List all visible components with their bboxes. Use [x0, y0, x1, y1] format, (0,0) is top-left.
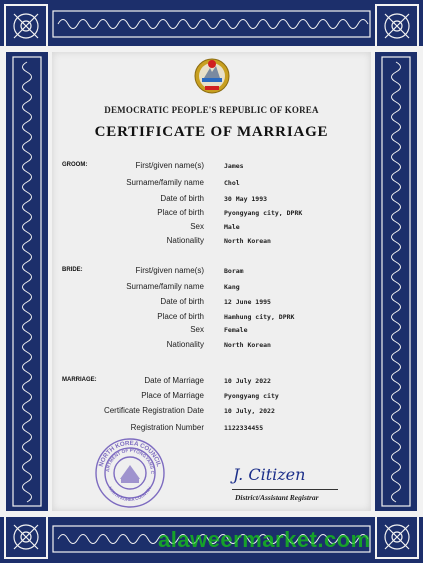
right-border-pattern — [381, 56, 411, 507]
groom-first-name-value: James — [224, 162, 244, 170]
groom-surname-label: Surname/family name — [126, 178, 204, 187]
bride-dob-label: Date of birth — [160, 297, 204, 306]
marriage-place-label: Place of Marriage — [141, 391, 204, 400]
watermark-text: alaweermarket.com — [158, 527, 371, 552]
marriage-date-label: Date of Marriage — [144, 376, 204, 385]
groom-sex-label: Sex — [190, 222, 204, 231]
registrar-signature: J. Citizen — [233, 465, 306, 484]
country-name: DEMOCRATIC PEOPLE'S REPUBLIC OF KOREA — [104, 105, 319, 115]
bride-nationality-value: North Korean — [224, 341, 271, 349]
groom-pob-value: Pyongyang city, DPRK — [224, 209, 303, 217]
corner-ornament — [375, 515, 419, 559]
bride-sex-value: Female — [224, 326, 248, 334]
certificate-title: CERTIFICATE OF MARRIAGE — [94, 124, 329, 140]
bride-pob-label: Place of birth — [157, 312, 204, 321]
groom-dob-value: 30 May 1993 — [224, 195, 268, 203]
registration-number-label: Registration Number — [130, 423, 204, 432]
marriage-section-label: MARRIAGE: — [62, 377, 97, 383]
groom-surname-value: Chol — [224, 179, 240, 187]
groom-pob-label: Place of birth — [157, 208, 204, 217]
bride-section-label: BRIDE: — [62, 267, 83, 273]
groom-nationality-label: Nationality — [166, 236, 204, 245]
bride-sex-label: Sex — [190, 325, 204, 334]
svg-text:NORTH KOREA COUNTRY — [108, 486, 153, 502]
groom-dob-label: Date of birth — [160, 194, 204, 203]
marriage-date-value: 10 July 2022 — [224, 377, 271, 385]
bride-surname-value: Kang — [224, 283, 240, 291]
groom-first-name-label: First/given name(s) — [135, 161, 204, 170]
registrar-caption: District/Assistant Registrar — [235, 493, 319, 502]
stamp-bottom-text: NORTH KOREA COUNTRY — [107, 485, 153, 503]
bride-nationality-label: Nationality — [166, 340, 204, 349]
top-border-pattern — [52, 10, 371, 38]
national-emblem-icon — [190, 52, 234, 96]
bride-dob-value: 12 June 1995 — [224, 298, 271, 306]
groom-nationality-value: North Korean — [224, 237, 271, 245]
bride-first-name-label: First/given name(s) — [135, 266, 204, 275]
bride-first-name-value: Boram — [224, 267, 244, 275]
corner-ornament — [4, 515, 48, 559]
signature-line — [232, 489, 338, 490]
corner-ornament — [375, 4, 419, 48]
groom-sex-value: Male — [224, 223, 240, 231]
official-stamp — [94, 437, 166, 509]
stamp-outer-text: NORTH KOREA COUNCIL — [97, 439, 163, 468]
corner-ornament — [4, 4, 48, 48]
registration-date-label: Certificate Registration Date — [103, 406, 204, 415]
groom-section-label: GROOM: — [62, 162, 88, 168]
marriage-place-value: Pyongyang city — [224, 392, 279, 400]
stamp-inner-text: ARTMENT OF PYONGYANG C — [104, 447, 156, 475]
bride-surname-label: Surname/family name — [126, 282, 204, 291]
registration-number-value: 1122334455 — [224, 424, 264, 432]
left-border-pattern — [12, 56, 42, 507]
registration-date-value: 10 July, 2022 — [224, 407, 275, 415]
bride-pob-value: Hamhung city, DPRK — [224, 313, 295, 321]
